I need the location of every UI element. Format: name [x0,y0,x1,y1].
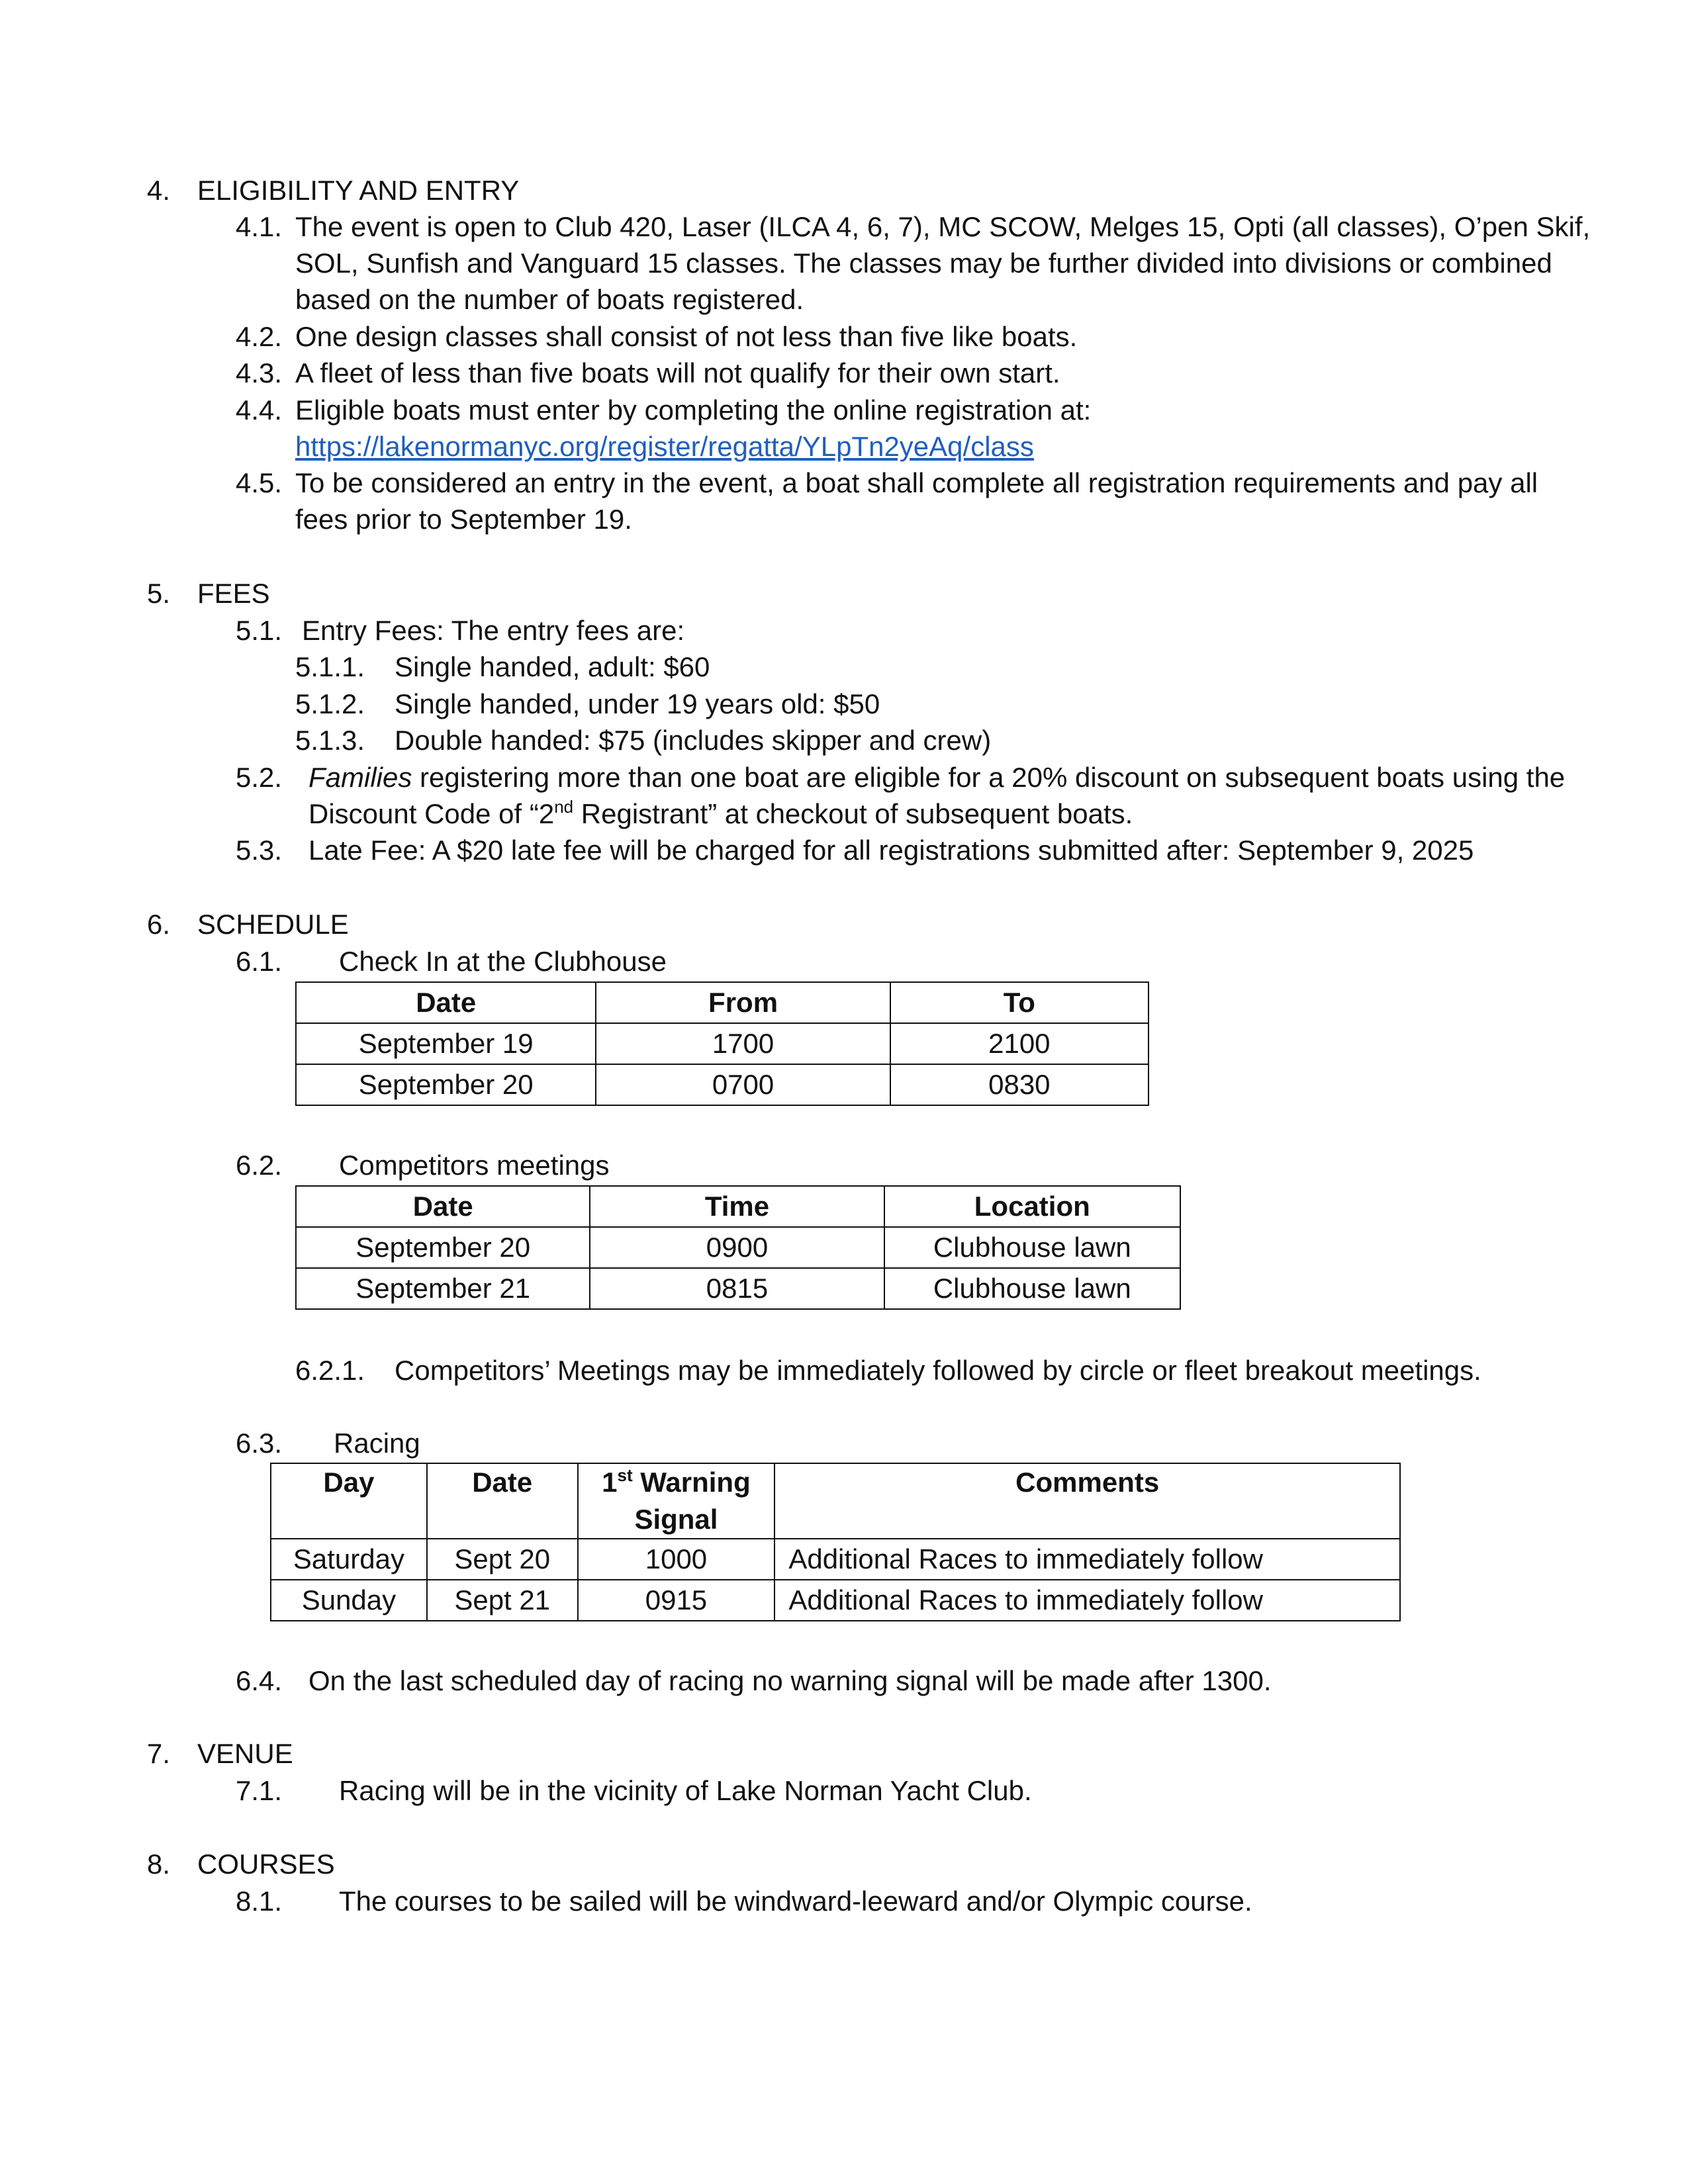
item-7-1-text: Racing will be in the vicinity of Lake Norman Yacht Club. [339,1775,1032,1806]
item-4-1-number: 4.1. [236,211,283,242]
table-cell: September 20 [296,1227,590,1268]
column-header: To [890,982,1149,1023]
item-4-3-number: 4.3. [236,357,283,388]
table-row [296,1268,1180,1309]
item-7-1-number: 7.1. [236,1775,283,1806]
item-5-1-number: 5.1. [236,615,283,646]
column-header: Date [296,982,596,1023]
item-6-2-text: Competitors meetings [339,1150,610,1181]
item-8-1-text: The courses to be sailed will be windward-leeward and/or Olympic course. [339,1886,1252,1917]
item-4-1-line-3: based on the number of boats registered. [295,284,804,315]
item-4-1-line-2: SOL, Sunfish and Vanguard 15 classes. The classes may be further divided into divisions or combined [295,248,1552,279]
section-7-number: 7. [147,1738,171,1769]
table-cell: 0830 [890,1064,1149,1105]
column-header: Location [884,1186,1180,1227]
registration-link[interactable]: https://lakenormanyc.org/register/regatta/YLpTn2yeAq/class [295,431,1034,462]
item-4-2-text: One design classes shall consist of not less than five like boats. [295,321,1078,352]
item-5-1-text: Entry Fees: The entry fees are: [302,615,685,646]
column-header: Time [590,1186,884,1227]
table-cell: 1700 [596,1023,890,1064]
item-4-5-line-1: To be considered an entry in the event, a boat shall complete all registration requirements and pay all [295,467,1538,498]
warning-header-part: Signal [634,1504,718,1535]
column-header: Day [271,1463,427,1539]
item-5-1-1-text: Single handed, adult: $60 [395,651,710,682]
item-6-4-text: On the last scheduled day of racing no warning signal will be made after 1300. [308,1665,1272,1696]
item-5-2-superscript: nd [554,797,574,817]
item-5-1-3-text: Double handed: $75 (includes skipper and crew) [395,725,992,756]
item-6-2-1-number: 6.2.1. [295,1355,365,1386]
table-header-row [296,1186,1180,1227]
item-4-4-number: 4.4. [236,394,283,426]
table-cell: 0900 [590,1227,884,1268]
table-cell: September 21 [296,1268,590,1309]
table-row [271,1580,1400,1621]
table-cell: September 19 [296,1023,596,1064]
section-6-title: SCHEDULE [197,909,349,940]
table-cell: 0915 [578,1580,775,1621]
item-4-5-line-2: fees prior to September 19. [295,504,632,535]
table-row [296,1227,1180,1268]
item-4-3-text: A fleet of less than five boats will not qualify for their own start. [295,357,1060,388]
item-6-2-number: 6.2. [236,1150,283,1181]
item-4-1-line-1: The event is open to Club 420, Laser (ILCA 4, 6, 7), MC SCOW, Melges 15, Opti (all classes), O’pen Skif, [295,211,1591,242]
item-5-2-line-1 [308,759,1565,796]
meetings-table [295,1185,1181,1310]
section-5-number: 5. [147,578,171,609]
table-cell: Clubhouse lawn [884,1268,1180,1309]
section-8-number: 8. [147,1848,171,1880]
item-6-3-text: Racing [334,1428,420,1459]
table-cell: 0815 [590,1268,884,1309]
table-cell: 1000 [578,1539,775,1580]
item-4-4-text: Eligible boats must enter by completing the online registration at: [295,394,1092,426]
column-header-warning-signal [578,1463,775,1539]
table-cell: Additional Races to immediately follow [774,1580,1400,1621]
section-4-number: 4. [147,175,171,206]
item-5-3-number: 5.3. [236,835,283,866]
item-6-1-number: 6.1. [236,946,283,977]
table-cell: 0700 [596,1064,890,1105]
section-6-number: 6. [147,909,171,940]
item-5-2-line-2 [308,796,1133,833]
table-cell: Sept 21 [427,1580,578,1621]
item-5-1-2-text: Single handed, under 19 years old: $50 [395,688,880,719]
table-row [296,1064,1149,1105]
column-header: From [596,982,890,1023]
section-8-title: COURSES [197,1848,335,1880]
table-header-row [296,982,1149,1023]
item-5-2-line-1-rest: registering more than one boat are eligible for a 20% discount on subsequent boats using the [412,762,1566,793]
section-4-title: ELIGIBILITY AND ENTRY [197,175,520,206]
warning-header-part: Warning [632,1467,751,1498]
item-5-2-line-2-b: Registrant” at checkout of subsequent boats. [573,798,1133,829]
item-5-1-2-number: 5.1.2. [295,688,365,719]
racing-table [270,1463,1401,1621]
table-cell: Sunday [271,1580,427,1621]
item-6-2-1-text: Competitors’ Meetings may be immediately followed by circle or fleet breakout meetings. [395,1355,1481,1386]
item-5-1-3-number: 5.1.3. [295,725,365,756]
warning-header-superscript: st [617,1465,633,1485]
item-5-2-number: 5.2. [236,762,283,793]
item-5-1-1-number: 5.1.1. [295,651,365,682]
table-cell: September 20 [296,1064,596,1105]
table-header-row [271,1463,1400,1539]
warning-header-part: 1 [602,1467,618,1498]
column-header: Comments [774,1463,1400,1539]
item-5-3-text: Late Fee: A $20 late fee will be charged for all registrations submitted after: September 9, 2025 [308,835,1474,866]
section-7-title: VENUE [197,1738,293,1769]
table-cell: Saturday [271,1539,427,1580]
column-header: Date [427,1463,578,1539]
table-cell: Clubhouse lawn [884,1227,1180,1268]
column-header: Date [296,1186,590,1227]
table-row [271,1539,1400,1580]
item-5-2-line-2-a: Discount Code of “2 [308,798,555,829]
item-6-4-number: 6.4. [236,1665,283,1696]
section-5-title: FEES [197,578,270,609]
item-8-1-number: 8.1. [236,1886,283,1917]
item-6-3-number: 6.3. [236,1428,283,1459]
table-cell: Additional Races to immediately follow [774,1539,1400,1580]
table-cell: Sept 20 [427,1539,578,1580]
item-4-5-number: 4.5. [236,467,283,498]
table-row [296,1023,1149,1064]
item-5-2-emphasis: Families [308,762,412,793]
item-6-1-text: Check In at the Clubhouse [339,946,667,977]
table-cell: 2100 [890,1023,1149,1064]
item-4-2-number: 4.2. [236,321,283,352]
checkin-table [295,981,1149,1106]
